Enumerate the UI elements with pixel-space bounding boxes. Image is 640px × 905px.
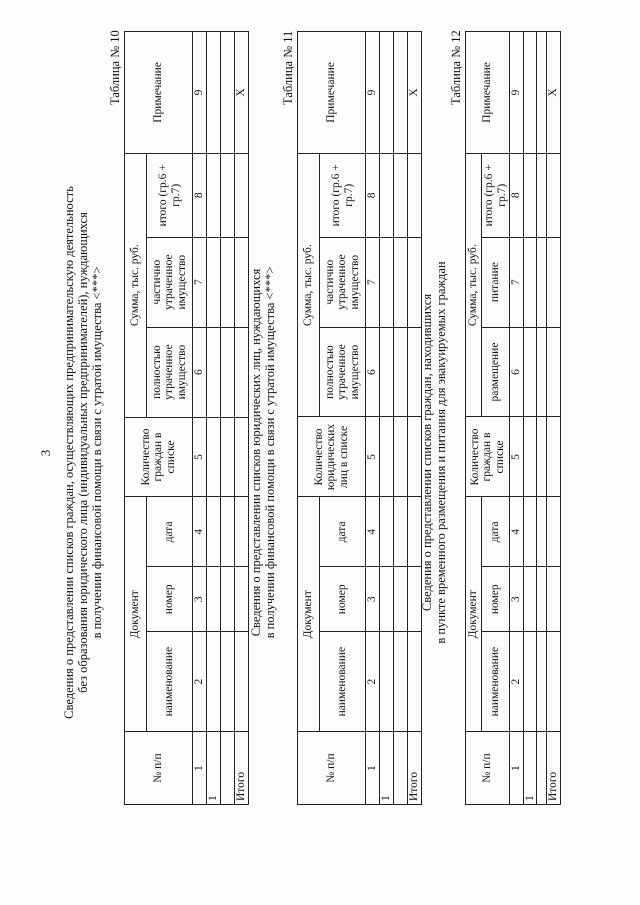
title-line: Сведения о представлении списков граждан, находившихся	[420, 293, 434, 612]
table-row	[523, 32, 537, 805]
total-note: X	[235, 32, 249, 154]
total-label: Итого	[408, 732, 422, 805]
total-row	[235, 32, 249, 805]
header-document: Документ	[466, 497, 482, 732]
header-name: наименование	[147, 632, 193, 732]
section-10-title	[62, 100, 104, 805]
title-line: Сведения о представлении списков граждан, осуществляющих предпринимательскую деятельность	[62, 186, 76, 719]
header-document: Документ	[125, 497, 147, 732]
col-num: 5	[510, 417, 524, 497]
header-num: № п/п	[466, 732, 510, 805]
header-note: Примечание	[125, 32, 193, 154]
table-10-label: Таблица № 10	[108, 30, 122, 105]
total-label: Итого	[547, 732, 561, 805]
col-num: 4	[510, 497, 524, 567]
header-name: наименование	[482, 632, 510, 732]
col-num: 8	[510, 153, 524, 237]
header-col7: частично утраченное имущество	[147, 237, 193, 327]
column-number-row	[193, 32, 207, 805]
header-count: Количество граждан в списке	[466, 417, 510, 497]
title-line: Сведения о представлении списков юридических лиц, нуждающихся	[249, 268, 263, 637]
col-num: 3	[193, 567, 207, 632]
col-num: 2	[510, 632, 524, 732]
col-num: 1	[366, 732, 380, 805]
col-num: 7	[193, 237, 207, 327]
table-11-label: Таблица № 11	[281, 30, 295, 105]
header-sum: Сумма, тыс. руб.	[125, 153, 147, 417]
row-number: 1	[207, 732, 221, 805]
table-12	[465, 31, 561, 805]
table-10	[124, 31, 249, 805]
col-num: 6	[366, 327, 380, 417]
header-note: Примечание	[466, 32, 510, 154]
col-num: 3	[366, 567, 380, 632]
col-num: 6	[193, 327, 207, 417]
header-col7: частично утраченное имущество	[320, 237, 366, 327]
row-number: 1	[380, 732, 394, 805]
header-number: номер	[147, 567, 193, 632]
column-number-row	[366, 32, 380, 805]
row-number: 1	[523, 732, 537, 805]
header-col8: итого (гр.6 + гр.7)	[482, 153, 510, 237]
header-number: номер	[482, 567, 510, 632]
total-note: X	[408, 32, 422, 154]
col-num: 8	[193, 153, 207, 237]
total-note: X	[547, 32, 561, 154]
col-num: 1	[193, 732, 207, 805]
table-11	[297, 31, 422, 805]
col-num: 7	[510, 237, 524, 327]
header-name: наименование	[320, 632, 366, 732]
col-num: 4	[366, 497, 380, 567]
section-11-title	[249, 100, 277, 805]
section-12-title	[420, 100, 448, 805]
header-col6: полностью утраченное имущество	[320, 327, 366, 417]
col-num: 5	[193, 417, 207, 497]
table-12-label: Таблица № 12	[449, 30, 463, 105]
empty-row	[537, 32, 547, 805]
empty-row	[394, 32, 408, 805]
header-note: Примечание	[298, 32, 366, 154]
header-count: Количество юридических лиц в списке	[298, 417, 366, 497]
col-num: 9	[193, 32, 207, 154]
column-number-row	[510, 32, 524, 805]
header-date: дата	[482, 497, 510, 567]
total-label: Итого	[235, 732, 249, 805]
header-sum: Сумма, тыс. руб.	[298, 153, 320, 417]
header-number: номер	[320, 567, 366, 632]
header-col6: полностью утраченное имущество	[147, 327, 193, 417]
header-col8: итого (гр.6 + гр.7)	[147, 153, 193, 237]
header-col8: итого (гр.6 + гр.7)	[320, 153, 366, 237]
col-num: 2	[193, 632, 207, 732]
col-num: 1	[510, 732, 524, 805]
total-row	[547, 32, 561, 805]
header-col7: питание	[482, 237, 510, 327]
header-date: дата	[147, 497, 193, 567]
col-num: 9	[366, 32, 380, 154]
header-col6: размещение	[482, 327, 510, 417]
col-num: 6	[510, 327, 524, 417]
col-num: 7	[366, 237, 380, 327]
page-number: 3	[38, 449, 53, 457]
col-num: 4	[193, 497, 207, 567]
title-line: в получении финансовой помощи в связи с утратой имущества <***>	[263, 266, 277, 639]
title-line: в получении финансовой помощи в связи с утратой имущества <***>	[90, 266, 104, 639]
header-document: Документ	[298, 497, 320, 732]
col-num: 8	[366, 153, 380, 237]
header-count: Количество граждан в списке	[125, 417, 193, 497]
col-num: 9	[510, 32, 524, 154]
title-line: в пункте временного размещения и питания для эвакуируемых граждан	[434, 261, 448, 644]
title-line: без образования юридического лица (индивидуальных предпринимателей), нуждающихся	[76, 212, 90, 693]
table-row	[380, 32, 394, 805]
header-date: дата	[320, 497, 366, 567]
header-sum: Сумма, тыс. руб.	[466, 153, 482, 417]
empty-row	[221, 32, 235, 805]
table-row	[207, 32, 221, 805]
col-num: 3	[510, 567, 524, 632]
header-num: № п/п	[125, 732, 193, 805]
col-num: 5	[366, 417, 380, 497]
col-num: 2	[366, 632, 380, 732]
header-num: № п/п	[298, 732, 366, 805]
